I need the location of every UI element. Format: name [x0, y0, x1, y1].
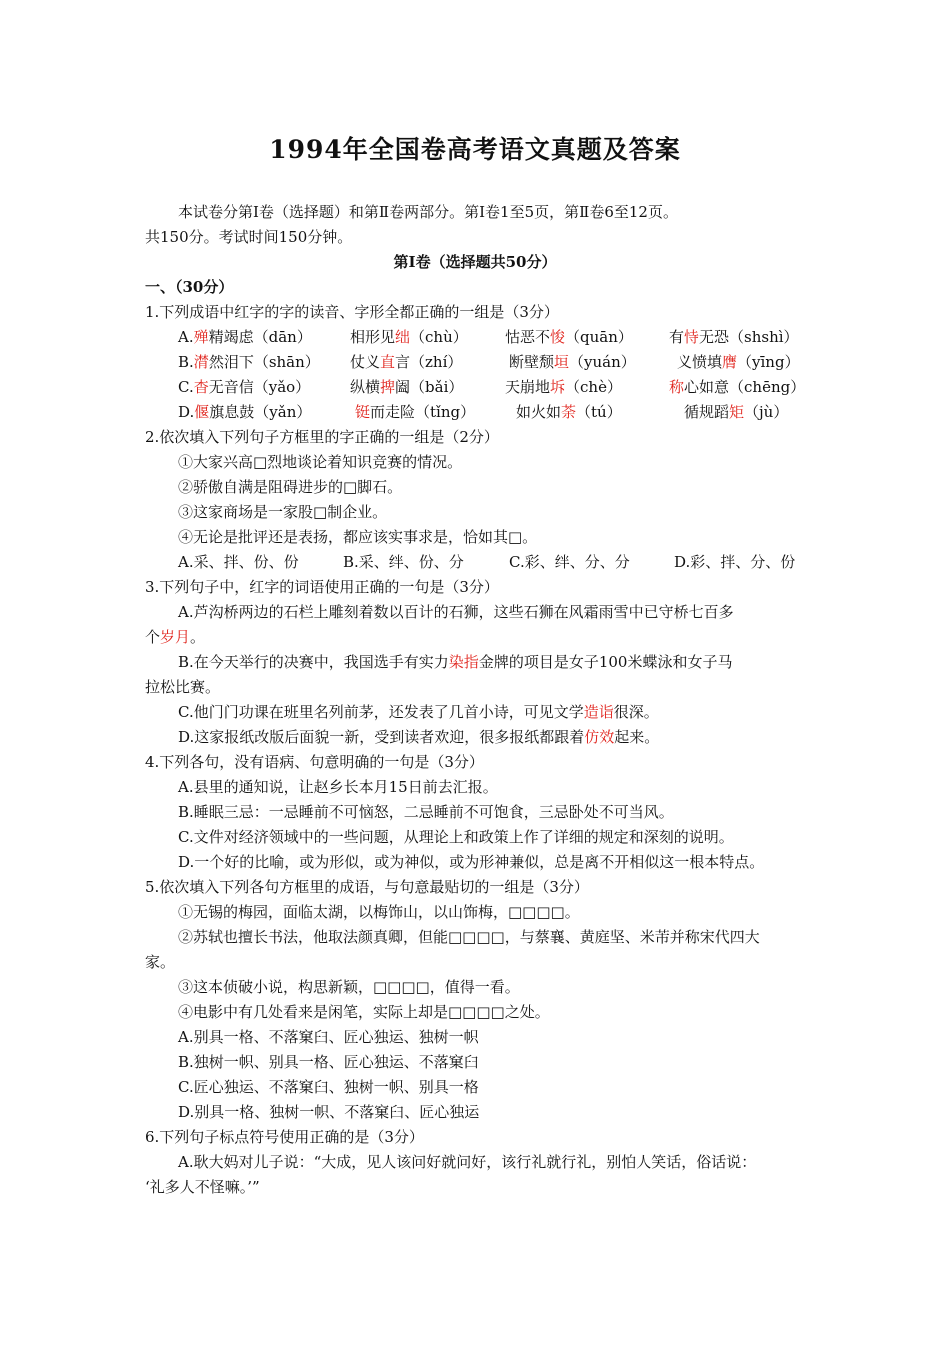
- q1-option: 怙恶不悛（quān）: [505, 328, 633, 346]
- q1-option: 纵横捭阖（bǎi）: [350, 378, 464, 396]
- q4-option-b: B.睡眠三忌：一忌睡前不可恼怒，二忌睡前不可饱食，三忌卧处不可当风。: [178, 803, 674, 821]
- intro-line-1: 本试卷分第Ⅰ卷（选择题）和第Ⅱ卷两部分。第Ⅰ卷1至5页，第Ⅱ卷6至12页。: [178, 203, 678, 221]
- page-title: 1994年全国卷高考语文真题及答案: [269, 135, 681, 164]
- q1-option: C.杳无音信（yǎo）: [178, 378, 311, 396]
- q2-option-d: D.彩、拌、分、份: [674, 553, 796, 571]
- q5-item-cont: 家。: [145, 953, 176, 971]
- q5-item: ④电影中有几处看来是闲笔，实际上却是□□□□之处。: [178, 1003, 550, 1021]
- q1-option: 天崩地坼（chè）: [505, 378, 622, 396]
- q1-option: 有恃无恐（shshì）: [669, 328, 799, 346]
- question-4-stem: 4.下列各句，没有语病、句意明确的一句是（3分）: [145, 753, 484, 771]
- q1-option: 断壁颓垣（yuán）: [509, 353, 636, 371]
- q4-option-c: C.文件对经济领域中的一些问题，从理论上和政策上作了详细的规定和深刻的说明。: [178, 828, 734, 846]
- q5-option-c: C.匠心独运、不落窠臼、独树一帜、别具一格: [178, 1078, 479, 1096]
- q4-option-d: D.一个好的比喻，或为形似，或为神似，或为形神兼似，总是离不开相似这一根本特点。: [178, 853, 765, 871]
- q1-option: A.殚精竭虑（dān）: [178, 328, 312, 346]
- question-6-stem: 6.下列句子标点符号使用正确的是（3分）: [145, 1128, 424, 1146]
- q4-option-a: A.县里的通知说，让赵乡长本月15日前去汇报。: [178, 778, 498, 796]
- q3-option-a: A.芦沟桥两边的石栏上雕刻着数以百计的石狮，这些石狮在风霜雨雪中已守桥七百多: [178, 603, 734, 621]
- q1-option: 如火如荼（tú）: [516, 403, 622, 421]
- q3-option-c: C.他门门功课在班里名列前茅，还发表了几首小诗，可见文学造诣很深。: [178, 703, 659, 721]
- q5-option-a: A.别具一格、不落窠臼、匠心独运、独树一帜: [178, 1028, 479, 1046]
- q2-item: ④无论是批评还是表扬，都应该实事求是，恰如其□。: [178, 528, 538, 546]
- q6-option-a: A.耿大妈对儿子说：“大成，见人该问好就问好，该行礼就行礼，别怕人笑话，俗话说：: [178, 1153, 757, 1171]
- part-heading: 一、（30分）: [145, 278, 234, 296]
- section-title: 第Ⅰ卷（选择题共50分）: [393, 253, 557, 271]
- q5-item: ③这本侦破小说，构思新颖，□□□□，值得一看。: [178, 978, 520, 996]
- question-5-stem: 5.依次填入下列各句方框里的成语，与句意最贴切的一组是（3分）: [145, 878, 589, 896]
- q1-option: 仗义直言（zhí）: [350, 353, 463, 371]
- q5-option-d: D.别具一格、独树一帜、不落窠臼、匠心独运: [178, 1103, 480, 1121]
- question-1-stem: 1.下列成语中红字的字的读音、字形全都正确的一组是（3分）: [145, 303, 559, 321]
- q2-item: ②骄傲自满是阻碍进步的□脚石。: [178, 478, 403, 496]
- q5-item: ②苏轼也擅长书法，他取法颜真卿，但能□□□□，与蔡襄、黄庭坚、米芾并称宋代四大: [178, 928, 760, 946]
- q5-item: ①无锡的梅园，面临太湖，以梅饰山，以山饰梅，□□□□。: [178, 903, 580, 921]
- q1-option: 铤而走险（tǐng）: [355, 403, 476, 421]
- q2-option-c: C.彩、绊、分、分: [509, 553, 630, 571]
- q3-option-d: D.这家报纸改版后面貌一新，受到读者欢迎，很多报纸都跟着仿效起来。: [178, 728, 660, 746]
- q3-option-b: B.在今天举行的决赛中，我国选手有实力染指金牌的项目是女子100米蝶泳和女子马: [178, 653, 733, 671]
- q1-option: 称心如意（chēng）: [669, 378, 806, 396]
- q6-option-a-cont: ‘礼多人不怪嘛。’”: [145, 1178, 260, 1196]
- q1-option: 义愤填膺（yīng）: [677, 353, 800, 371]
- q2-item: ①大家兴高□烈地谈论着知识竞赛的情况。: [178, 453, 463, 471]
- q2-option-b: B.采、绊、份、分: [343, 553, 464, 571]
- q2-option-a: A.采、拌、份、份: [178, 553, 299, 571]
- q2-item: ③这家商场是一家股□制企业。: [178, 503, 388, 521]
- q5-option-b: B.独树一帜、别具一格、匠心独运、不落窠臼: [178, 1053, 479, 1071]
- q3-option-b-cont: 拉松比赛。: [145, 678, 221, 696]
- q1-option: 相形见绌（chù）: [350, 328, 468, 346]
- q1-option: 循规蹈矩（jù）: [684, 403, 789, 421]
- q1-option: B.潸然泪下（shān）: [178, 353, 320, 371]
- q3-option-a-cont: 个岁月。: [145, 628, 206, 646]
- q1-option: D.偃旗息鼓（yǎn）: [178, 403, 312, 421]
- question-2-stem: 2.依次填入下列句子方框里的字正确的一组是（2分）: [145, 428, 499, 446]
- intro-line-2: 共150分。考试时间150分钟。: [145, 228, 353, 246]
- question-3-stem: 3.下列句子中，红字的词语使用正确的一句是（3分）: [145, 578, 499, 596]
